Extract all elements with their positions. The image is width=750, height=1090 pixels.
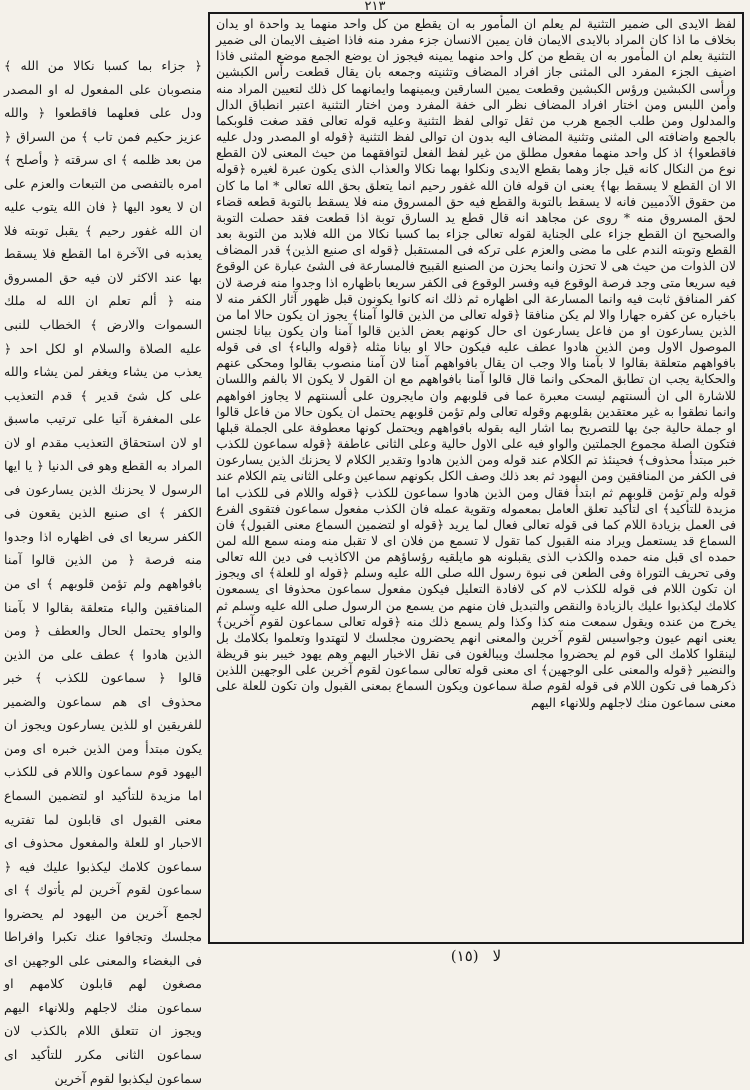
sheet-number: (١٥) xyxy=(450,947,479,965)
main-commentary xyxy=(216,16,736,711)
page-footer xyxy=(208,944,744,968)
signature-mark: لا xyxy=(492,947,502,965)
margin-commentary xyxy=(4,54,202,1090)
main-text-frame xyxy=(208,12,744,944)
margin-paragraph: ﴿ جزاء بما كسبا نكالا من الله ﴾ منصوبان على المفعول له او المصدر ودل على فعلهما فاقطعوا ﴿ والله عزيز حكيم فمن تاب ﴾ من السراق ﴿ من بعد ظلمه ﴾ اى سرقته ﴿ وأصلح ﴾ امره بالتفصى من التبعات والعزم على ان لا يعود اليها ﴿ فان الله يتوب عليه ان الله غفور رحيم ﴾ يقبل توبته فلا يعذبه فى الآخرة اما القطع فلا يسقط بها عند الاكثر لان فيه حق المسروق منه ﴿ ألم تعلم ان الله له ملك السموات والارض ﴾ الخطاب للنبى عليه الصلاة والسلام او لكل احد ﴿ يعذب من يشاء ويغفر لمن يشاء والله على كل شئ قدير ﴾ قدم التعذيب على المغفرة آتيا على ترتيب ماسبق او لان استحقاق التعذيب مقدم او لان المراد به القطع وهو فى الدنيا ﴿ يا ايها الرسول لا يحزنك الذين يسارعون فى الكفر ﴾ اى صنيع الذين يقعون فى الكفر سريعا اى فى اظهاره اذا وجدوا منه فرصة ﴿ من الذين قالوا آمنا بافواههم ولم تؤمن قلوبهم ﴾ اى من المنافقين والباء متعلقة بقالوا لا بآمنا والواو يحتمل الحال والعطف ﴿ ومن الذين هادوا ﴾ عطف على من الذين قالوا ﴿ سماعون للكذب ﴾ خبر محذوف اى هم سماعون والضمير للفريقين او للذين يسارعون ويجوز ان يكون مبتدأ ومن الذين خبره اى ومن اليهود قوم سماعون واللام فى للكذب اما مزيدة للتأكيد او لتضمين السماع معنى القبول اى قابلون لما تفتريه الاحبار او للعلة والمفعول محذوف اى سماعون كلامك ليكذبوا عليك فيه ﴿ سماعون لقوم آخرين لم يأتوك ﴾ اى لجمع آخرين من اليهود لم يحضروا مجلسك وتجافوا عنك تكبرا وافراطا فى البغضاء والمعنى على الوجهين اى مصغون لهم قابلون كلامهم او سماعون منك لاجلهم وللانهاء اليهم ويجوز ان تتعلق اللام بالكذب لان سماعون الثانى مكرر للتأكيد اى سماعون ليكذبوا لقوم آخرين xyxy=(4,58,202,1086)
margin-commentary-column xyxy=(4,54,202,1086)
main-paragraph: لفظ الايدى الى ضمير التثنية لم يعلم ان المأمور به ان يقطع من كل واحد منهما يد واحدة او يدان بخلاف ما اذا كان المراد بالايدى الايمان فان يمين الانسان جزء مفرد منه فاذا اضيف الايمان الى ضمير التثنية يعلم ان المأمور به ان يقطع من كل واحد منهما يمينه فيجوز ان يوضع الجمع موضع المثنى فاذا اضيف الجزء المفرد الى المثنى جاز افراد المضاف وتثنيته وجمعه بان يقال قطعت رأس الكبشين ورأسى الكبشين ورؤس الكبشين وقطعت يمين السارقين ويمينهما وايمانهما كل ذلك لتعيين المراد منه وأمن اللبس ومن اختار افراد المضاف نظر الى خفة المفرد ومن اختار التثنية اعتبر انطباق الدال والمدلول ومن طلب الجمع هرب من ثقل توالى لفظ التثنية وعليه قوله تعالى فقد صغت قلوبكما بالجمع واضافته الى المثنى وتثنية المضاف اليه بدون ان توالى لفظ التثنية ﴿قوله او المصدر ودل عليه فاقطعوا﴾ اذ كل واحد منهما مفعول مطلق من غير لفظ الفعل لتوافقهما من حيث المعنى لان القطع نوع من النكال كانه قيل جاز وهما بقطع الايدى ونكلوا بهما نكالا والعذاب الذى يكون عبرة لغيره ﴿قوله الا ان القطع لا يسقط بها﴾ يعنى ان قوله فان الله غفور رحيم انما يتعلق بحق الله تعالى * اما ما كان من حقوق الآدميين فانه لا يسقط بالتوبة والقطع فيه حق المسروق منه فلا يسقط بالتوبة قطعه قضاء لحق المسروق منه * روى عن مجاهد انه قال قطع يد السارق توبة اذا قطعت فقد حصلت التوبة والصحيح ان القطع جزاء على الجناية لقوله تعالى جزاء بما كسبا نكالا من الله فلابد من التوبة بعد القطع وتوبته الندم على ما مضى والعزم على تركه فى المستقبل ﴿قوله اى صنيع الذين﴾ قدر المضاف لان الذوات من حيث هى لا تحزن وانما يحزن من الصنيع القبيح فالمسارعة فى الشئ عبارة عن الوقوع فيه سريعا متى وجد فرصة الوقوع فيه وفسر الوقوع فى الكفر سريعا باظهاره اذا وجدوا منه فرصة لان كفر المنافق ثابت فيه وانما المسارعة الى اظهاره ثم ذلك انه كانوا يكونون قبل ظهور آثار الكفر منه لا باخباره عن كفره جهارا والا لم يكن منافقا ﴿قوله تعالى من الذين قالوا آمنا﴾ يجوز ان يكون حالا اما من الذين يسارعون او من فاعل يسارعون اى حال كونهم بعض الذين قالوا آمنا وان يكون بيانا لجنس الموصول الاول ومن الذين هادوا عطف عليه فيكون حالا او بيانا مثله ﴿قوله والباء﴾ اى فى قوله بافواههم متعلقة بقالوا لا بآمنا والا وجب ان يقال بافواههم آمنا لان آمنا منصوب بقالوا ومحكى عنهم والحكاية يجب ان تطابق المحكى وانما قال قالوا آمنا بافواههم مع ان القول لا يكون الا بالفم واللسان للاشارة الى ان ألسنتهم ليست معبرة عما فى قلوبهم وان مايجرون على ألسنتهم لا يجاوز افواههم وانما نطقوا به غير معتقدين بقلوبهم وقوله تعالى ولم تؤمن قلوبهم يحتمل ان يكون حالا من فاعل قالوا او جملة حالية جئ بها للتصريح بما اشار اليه بقوله بافواههم ويحتمل كونها معطوفة على الجملة قبلها فتكون الصلة مجموع الجملتين والواو فيه على الاول حالية وعلى الثانى عاطفة ﴿قوله سماعون للكذب خبر مبتدأ محذوف﴾ فحينئذ تم الكلام عند قوله ومن الذين هادوا وتقدير الكلام لا يحزنك الذين يسارعون فى الكفر من المنافقين ومن اليهود ثم بعد ذلك وصف الكل بكونهم سماعين وعلى الثانى يتم الكلام عند قوله ولم تؤمن قلوبهم ثم ابتدأ فقال ومن الذين هادوا سماعون للكذب ﴿قوله واللام فى للكذب اما مزيدة للتأكيد﴾ اى لتأكيد تعلق العامل بمعموله وتقوية عمله فان الكذب مفعول سماعون فتقوى الفرع فى العمل بزيادة اللام كما فى قوله تعالى فعال لما يريد ﴿قوله او لتضمين السماع معنى القبول﴾ فان السماع قد يستعمل ويراد منه القبول كما تقول لا تسمع من فلان اى لا تقبل منه ومنه سمع الله لمن حمده اى قبل منه حمده والكذب الذى يقبلونه هو مايلقيه رؤساؤهم من الاكاذيب فى دين الله تعالى وفى تحريف التوراة وفى الطعن فى نبوة رسول الله صلى الله عليه وسلم ﴿قوله او للعلة﴾ اى ويجوز ان تكون اللام فى قوله للكذب لام كى لافادة التعليل فيكون مفعول سماعون محذوفا اى يسمعون كلامك ليكذبوا عليك بالزيادة والنقص والتبديل فان منهم من يسمع من الرسول صلى الله عليه وسلم ثم يخرج من عنده ويقول سمعت منه كذا وكذا ولم يسمع ذلك منه ﴿قوله تعالى سماعون لقوم آخرين﴾ يعنى انهم عيون وجواسيس لقوم آخرين والمعنى انهم يحضرون مجلسك لا لتهتدوا وتعلموا بكلامك بل لينقلوا كلامك الى قوم لم يحضروا مجلسك ويبالغون فى نقل الاخبار اليهم وهم يهود خيبر بنو قريظة والنضير ﴿قوله والمعنى على الوجهين﴾ اى معنى قوله تعالى سماعون لقوم آخرين على الوجهين اللذين ذكرهما فى تكون اللام فى قوله لقوم صلة سماعون ويكون السماع بمعنى القبول وان تكون للعلة على معنى سماعون منك لاجلهم وللانهاء اليهم xyxy=(216,16,736,710)
page-number: ٢١٣ xyxy=(364,0,386,14)
